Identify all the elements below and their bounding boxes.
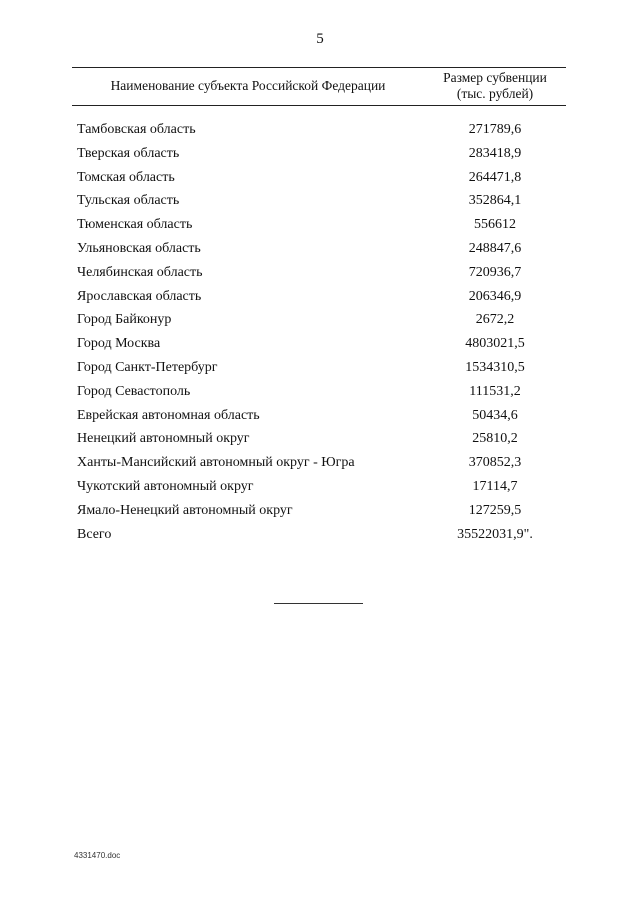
subvention-value: 111531,2 <box>469 383 521 399</box>
subvention-value: 127259,5 <box>468 502 522 518</box>
subject-name: Тверская область <box>77 145 180 161</box>
subject-name: Ямало-Ненецкий автономный округ <box>77 502 293 518</box>
subvention-value: 206346,9 <box>468 288 522 304</box>
subvention-value: 1534310,5 <box>465 359 525 375</box>
header-size-line2: (тыс. рублей) <box>456 86 534 101</box>
table-row <box>72 189 566 213</box>
subject-name: Челябинская область <box>77 264 203 280</box>
subject-name: Тульская область <box>77 193 180 209</box>
table-row <box>72 285 566 309</box>
table-row <box>72 451 566 475</box>
table-row <box>72 404 566 428</box>
table-row <box>72 261 566 285</box>
subvention-value: 370852,3 <box>468 455 522 471</box>
table-row <box>72 380 566 404</box>
subject-name: Томская область <box>77 169 175 185</box>
subject-name: Всего <box>77 526 112 542</box>
subvention-table <box>72 67 566 546</box>
subject-name: Ненецкий автономный округ <box>77 431 250 447</box>
subvention-value: 25810,2 <box>472 431 518 447</box>
subject-name: Город Севастополь <box>77 383 191 399</box>
table-row <box>72 166 566 190</box>
table-row <box>72 356 566 380</box>
subvention-value: 4803021,5 <box>465 336 525 352</box>
page-number: 5 <box>316 31 324 47</box>
table-row <box>72 308 566 332</box>
footer-document-id: 4331470.doc <box>74 851 121 860</box>
subvention-value: 50434,6 <box>472 407 518 423</box>
subject-name: Тюменская область <box>77 217 193 233</box>
subvention-value: 283418,9 <box>468 145 522 161</box>
table-row <box>72 213 566 237</box>
subject-name: Ульяновская область <box>77 240 201 256</box>
table-body <box>72 118 566 546</box>
table-row <box>72 237 566 261</box>
subject-name: Город Санкт-Петербург <box>77 359 218 375</box>
table-header <box>72 67 566 106</box>
subject-name: Еврейская автономная область <box>77 407 260 423</box>
table-row <box>72 118 566 142</box>
subvention-value: 17114,7 <box>472 478 518 494</box>
table-row <box>72 427 566 451</box>
closing-separator-line <box>274 603 363 604</box>
subvention-value: 271789,6 <box>468 122 522 137</box>
subvention-value: 35522031,9". <box>457 526 533 542</box>
table-row <box>72 332 566 356</box>
subject-name: Город Москва <box>77 336 161 352</box>
header-subject-name: Наименование субъекта Российской Федерации <box>110 78 386 93</box>
subvention-value: 352864,1 <box>468 193 522 209</box>
header-subvention-size <box>424 70 566 102</box>
subject-name: Ярославская область <box>77 288 202 304</box>
table-row <box>72 142 566 166</box>
subject-name: Город Байконур <box>77 312 172 328</box>
subvention-value: 556612 <box>474 217 516 233</box>
table-row <box>72 475 566 499</box>
subvention-value: 2672,2 <box>475 312 515 328</box>
table-row <box>72 523 566 547</box>
subvention-value: 248847,6 <box>468 240 522 256</box>
subvention-value: 264471,8 <box>468 169 522 185</box>
subject-name: Тамбовская область <box>77 122 196 137</box>
header-size-line1: Размер субвенции <box>443 70 547 85</box>
table-row <box>72 499 566 523</box>
subject-name: Чукотский автономный округ <box>77 478 254 494</box>
subject-name: Ханты-Мансийский автономный округ - Югра <box>77 455 355 471</box>
subvention-value: 720936,7 <box>468 264 522 280</box>
